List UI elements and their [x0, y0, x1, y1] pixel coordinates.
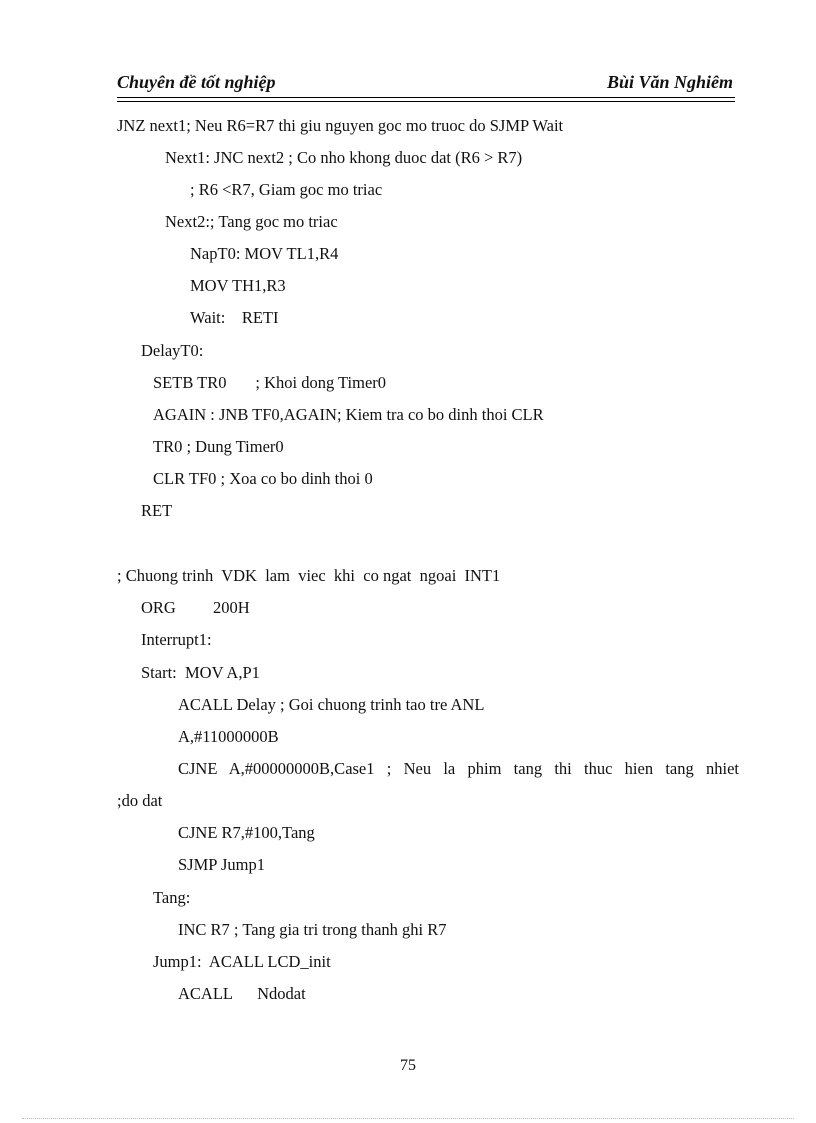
code-line: JNZ next1; Neu R6=R7 thi giu nguyen goc mo truoc do SJMP Wait [117, 116, 564, 135]
code-line: Tang: [153, 888, 191, 907]
header-rule-top [117, 97, 735, 98]
header-title: Chuyên đề tốt nghiệp [117, 72, 276, 92]
page-bottom-border [22, 1118, 794, 1119]
code-line: RET [141, 501, 173, 520]
code-line: NapT0: MOV TL1,R4 [190, 244, 339, 263]
code-line: SETB TR0 ; Khoi dong Timer0 [153, 373, 387, 392]
code-line: ACALL Ndodat [178, 984, 306, 1003]
code-line: INC R7 ; Tang gia tri trong thanh ghi R7 [178, 920, 447, 939]
code-line: Jump1: ACALL LCD_init [153, 952, 331, 971]
code-line: ACALL Delay ; Goi chuong trinh tao tre ANL [178, 695, 485, 714]
code-line: SJMP Jump1 [178, 855, 265, 874]
code-line-justified: CJNE A,#00000000B,Case1 ; Neu la phim tang thi thuc hien tang nhiet [178, 759, 739, 778]
code-line: Start: MOV A,P1 [141, 663, 260, 682]
code-line: TR0 ; Dung Timer0 [153, 437, 284, 456]
code-line: Next1: JNC next2 ; Co nho khong duoc dat (R6 > R7) [165, 148, 523, 167]
code-line: ORG 200H [141, 598, 250, 617]
code-line: ;do dat [117, 791, 163, 810]
code-line: Interrupt1: [141, 630, 212, 649]
code-line: CJNE R7,#100,Tang [178, 823, 315, 842]
code-line: AGAIN : JNB TF0,AGAIN; Kiem tra co bo dinh thoi CLR [153, 405, 544, 424]
code-line: DelayT0: [141, 341, 204, 360]
code-line: Next2:; Tang goc mo triac [165, 212, 338, 231]
code-line: ; Chuong trinh VDK lam viec khi co ngat ngoai INT1 [117, 566, 501, 585]
header-author: Bùi Văn Nghiêm [606, 72, 733, 92]
code-line: MOV TH1,R3 [190, 276, 286, 295]
code-line: A,#11000000B [178, 727, 279, 746]
header-rule-bottom [117, 101, 735, 102]
page-number: 75 [400, 1057, 416, 1074]
code-line: Wait: RETI [190, 308, 279, 327]
code-line: ; R6 <R7, Giam goc mo triac [190, 180, 383, 199]
page-header [117, 72, 733, 96]
code-line: CLR TF0 ; Xoa co bo dinh thoi 0 [153, 469, 373, 488]
